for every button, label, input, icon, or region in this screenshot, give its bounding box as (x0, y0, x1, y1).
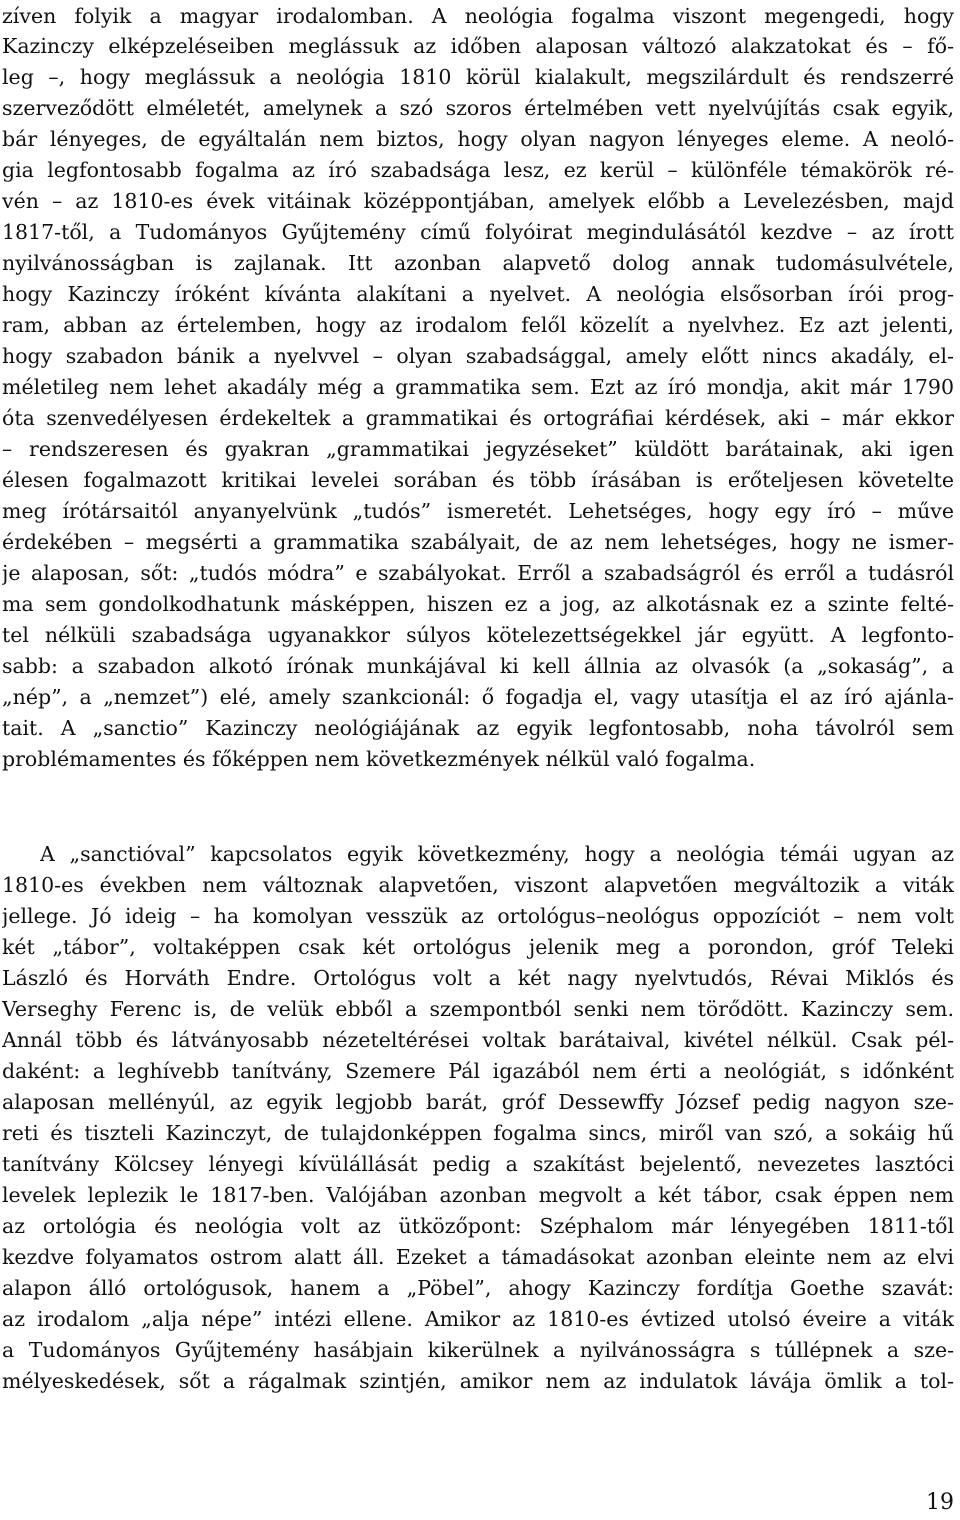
text-line: a Tudományos Gyűjtemény hasábjain kikerülnek a nyilvánosságra s túllépnek a sze- (2, 1338, 954, 1362)
text-line: gia legfontosabb fogalma az író szabadsága lesz, ez kerül – különféle témakörök ré- (2, 158, 954, 182)
text-line: 1810-es években nem változnak alapvetően, viszont alapvetően megváltozik a viták (2, 873, 954, 897)
text-line: alapon álló ortológusok, hanem a „Pöbel”, ahogy Kazinczy fordítja Goethe szavát: (2, 1276, 954, 1300)
text-line: élesen fogalmazott kritikai levelei sorában és több írásában is erőteljesen követelte (2, 468, 954, 492)
text-line: az irodalom „alja népe” intézi ellene. Amikor az 1810-es évtized utolsó éveire a viták (2, 1307, 954, 1331)
text-line: tait. A „sanctio” Kazinczy neológiájának az egyik legfontosabb, noha távolról sem (2, 716, 954, 740)
text-line: hogy Kazinczy íróként kívánta alakítani a nyelvet. A neológia elsősorban írói prog- (2, 282, 954, 306)
text-line: sabb: a szabadon alkotó írónak munkájával ki kell állnia az olvasók (a „sokaság”, a (2, 654, 954, 678)
text-line: hogy szabadon bánik a nyelvvel – olyan szabadsággal, amely előtt nincs akadály, el- (2, 344, 954, 368)
text-line: bár lényeges, de egyáltalán nem biztos, hogy olyan nagyon lényeges eleme. A neoló- (2, 127, 954, 151)
text-line: A „sanctióval” kapcsolatos egyik következmény, hogy a neológia témái ugyan az (40, 842, 954, 866)
text-line: László és Horváth Endre. Ortológus volt a két nagy nyelvtudós, Révai Miklós és (2, 966, 954, 990)
text-line: Annál több és látványosabb nézeteltérései voltak barátaival, kivétel nélkül. Csak pél- (2, 1028, 954, 1052)
text-line: ma sem gondolkodhatunk másképpen, hiszen ez a jog, az alkotásnak ez a szinte felté- (2, 592, 954, 616)
text-line: „nép”, a „nemzet”) elé, amely szankcionál: ő fogadja el, vagy utasítja el az író ajánla- (2, 685, 954, 709)
text-line: je alaposan, sőt: „tudós módra” e szabályokat. Erről a szabadságról és erről a tudásról (2, 561, 954, 585)
text-line: 1817-től, a Tudományos Gyűjtemény című folyóirat megindulásától kezdve – az írott (2, 220, 954, 244)
text-line: tanítvány Kölcsey lényegi kívülállását pedig a szakítást bejelentő, nevezetes lasztóci (2, 1152, 954, 1176)
text-line: vén – az 1810-es évek vitáinak középpontjában, amelyek előbb a Levelezésben, majd (2, 189, 954, 213)
text-line: két „tábor”, voltaképpen csak két ortológus jelenik meg a porondon, gróf Teleki (2, 935, 954, 959)
text-line: ram, abban az értelemben, hogy az irodalom felől közelít a nyelvhez. Ez azt jelenti, (2, 313, 954, 337)
text-line: az ortológia és neológia volt az ütközőpont: Széphalom már lényegében 1811-től (2, 1214, 954, 1238)
page-number: 19 (926, 1490, 954, 1515)
text-line: érdekében – megsérti a grammatika szabályait, de az nem lehetséges, hogy ne ismer- (2, 530, 954, 554)
text-line: meg írótársaitól anyanyelvünk „tudós” ismeretét. Lehetséges, hogy egy író – műve (2, 499, 954, 523)
text-line: levelek leplezik le 1817-ben. Valójában azonban megvolt a két tábor, csak éppen nem (2, 1183, 954, 1207)
text-line: óta szenvedélyesen érdekeltek a grammatikai és ortográfiai kérdések, aki – már ekkor (2, 406, 954, 430)
text-line: kezdve folyamatos ostrom alatt áll. Ezeket a támadásokat azonban eleinte nem az elvi (2, 1245, 954, 1269)
text-line: – rendszeresen és gyakran „grammatikai jegyzéseket” küldött barátainak, aki igen (2, 437, 954, 461)
text-line: jellege. Jó ideig – ha komolyan vesszük az ortológus–neológus oppozíciót – nem volt (2, 904, 954, 928)
text-line: Verseghy Ferenc is, de velük ebből a szempontból senki nem törődött. Kazinczy sem. (2, 997, 954, 1021)
text-line: reti és tiszteli Kazinczyt, de tulajdonképpen fogalma sincs, miről van szó, a sokáig hű (2, 1121, 954, 1145)
text-line: zíven folyik a magyar irodalomban. A neológia fogalma viszont megengedi, hogy (2, 4, 954, 28)
text-line: szerveződött elméletét, amelynek a szó szoros értelmében vett nyelvújítás csak egyik, (2, 96, 954, 120)
text-line: leg –, hogy meglássuk a neológia 1810 körül kialakult, megszilárdult és rendszerré (2, 65, 954, 89)
text-line: nyilvánosságban is zajlanak. Itt azonban alapvető dolog annak tudomásulvétele, (2, 251, 954, 275)
text-line: tel nélküli szabadsága ugyanakkor súlyos kötelezettségekkel jár együtt. A legfonto- (2, 623, 954, 647)
text-line: alaposan mellényúl, az egyik legjobb barát, gróf Dessewffy József pedig nagyon sze- (2, 1090, 954, 1114)
text-line: daként: a leghívebb tanítvány, Szemere Pál igazából nem érti a neológiát, s időnként (2, 1059, 954, 1083)
text-line: problémamentes és főképpen nem következmények nélkül való fogalma. (2, 747, 756, 771)
text-line: méletileg nem lehet akadály még a grammatika sem. Ezt az író mondja, akit már 1790 (2, 375, 954, 399)
text-line: Kazinczy elképzeléseiben meglássuk az időben alaposan változó alakzatokat és – fő- (2, 34, 954, 58)
text-line: mélyeskedések, sőt a rágalmak szintjén, amikor nem az indulatok lávája ömlik a tol- (2, 1369, 954, 1393)
